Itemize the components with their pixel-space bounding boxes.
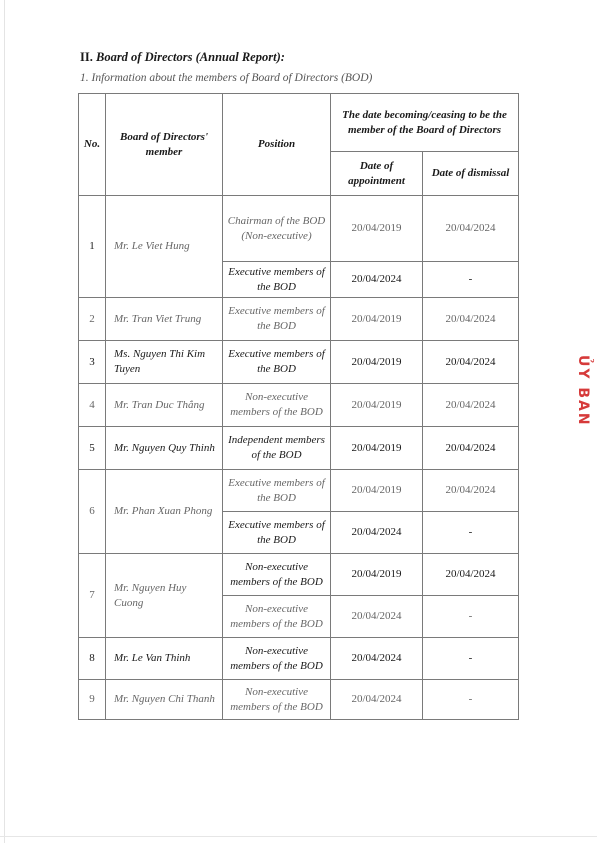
row-no: 6 (79, 470, 106, 554)
appointment-date: 20/04/2019 (331, 384, 423, 427)
member-name: Mr. Nguyen Chi Thanh (106, 680, 223, 720)
member-name: Mr. Phan Xuan Phong (106, 470, 223, 554)
dismissal-date: 20/04/2024 (423, 298, 519, 341)
section-heading (80, 50, 285, 65)
row-no: 9 (79, 680, 106, 720)
appointment-date: 20/04/2019 (331, 554, 423, 596)
subsection-heading (80, 72, 372, 84)
table-row (79, 470, 519, 512)
member-name: Mr. Tran Duc Thắng (106, 384, 223, 427)
bod-members-table (78, 93, 519, 720)
table-row (79, 196, 519, 262)
subsection-title: Information about the members of Board of Directors (BOD) (91, 72, 373, 84)
member-position: Non-executive members of the BOD (223, 554, 331, 596)
member-name: Mr. Tran Viet Trung (106, 298, 223, 341)
row-no: 4 (79, 384, 106, 427)
margin-line (4, 0, 5, 843)
table-row (79, 554, 519, 596)
member-name: Mr. Nguyen Quy Thinh (106, 427, 223, 470)
header-no: No. (79, 94, 106, 196)
header-dismissal: Date of dismissal (423, 152, 519, 196)
table-row (79, 384, 519, 427)
table-row (79, 427, 519, 470)
table-row (79, 680, 519, 720)
member-name: Mr. Le Viet Hung (106, 196, 223, 298)
appointment-date: 20/04/2019 (331, 298, 423, 341)
section-number: II. (80, 50, 93, 64)
appointment-date: 20/04/2024 (331, 680, 423, 720)
dismissal-date: - (423, 262, 519, 298)
member-position: Non-executive members of the BOD (223, 384, 331, 427)
table-row (79, 298, 519, 341)
red-stamp-mark: ỦY BAN (575, 355, 591, 427)
row-no: 7 (79, 554, 106, 638)
dismissal-date: 20/04/2024 (423, 384, 519, 427)
member-name: Mr. Le Van Thinh (106, 638, 223, 680)
dismissal-date: 20/04/2024 (423, 196, 519, 262)
member-position: Executive members of the BOD (223, 341, 331, 384)
member-position: Executive members of the BOD (223, 298, 331, 341)
row-no: 3 (79, 341, 106, 384)
member-name: Mr. Nguyen Huy Cuong (106, 554, 223, 638)
member-position: Non-executive members of the BOD (223, 638, 331, 680)
member-position: Executive members of the BOD (223, 512, 331, 554)
member-position: Executive members of the BOD (223, 262, 331, 298)
page-bottom-line (0, 836, 597, 837)
row-no: 8 (79, 638, 106, 680)
appointment-date: 20/04/2019 (331, 470, 423, 512)
row-no: 2 (79, 298, 106, 341)
dismissal-date: 20/04/2024 (423, 427, 519, 470)
subsection-number: 1. (80, 72, 89, 84)
appointment-date: 20/04/2024 (331, 638, 423, 680)
dismissal-date: - (423, 638, 519, 680)
member-position: Independent members of the BOD (223, 427, 331, 470)
appointment-date: 20/04/2024 (331, 512, 423, 554)
table-row (79, 638, 519, 680)
header-member: Board of Directors' member (106, 94, 223, 196)
appointment-date: 20/04/2019 (331, 196, 423, 262)
header-date-group: The date becoming/ceasing to be the member of the Board of Directors (331, 94, 519, 152)
member-position: Non-executive members of the BOD (223, 680, 331, 720)
dismissal-date: 20/04/2024 (423, 470, 519, 512)
dismissal-date: - (423, 596, 519, 638)
header-appointment: Date of appointment (331, 152, 423, 196)
appointment-date: 20/04/2024 (331, 596, 423, 638)
table-row (79, 341, 519, 384)
dismissal-date: - (423, 680, 519, 720)
dismissal-date: 20/04/2024 (423, 341, 519, 384)
dismissal-date: - (423, 512, 519, 554)
dismissal-date: 20/04/2024 (423, 554, 519, 596)
member-name: Ms. Nguyen Thi Kim Tuyen (106, 341, 223, 384)
member-position: Chairman of the BOD (Non-executive) (223, 196, 331, 262)
row-no: 5 (79, 427, 106, 470)
appointment-date: 20/04/2024 (331, 262, 423, 298)
appointment-date: 20/04/2019 (331, 341, 423, 384)
row-no: 1 (79, 196, 106, 298)
member-position: Executive members of the BOD (223, 470, 331, 512)
section-title: Board of Directors (Annual Report): (95, 50, 285, 64)
appointment-date: 20/04/2019 (331, 427, 423, 470)
member-position: Non-executive members of the BOD (223, 596, 331, 638)
header-position: Position (223, 94, 331, 196)
